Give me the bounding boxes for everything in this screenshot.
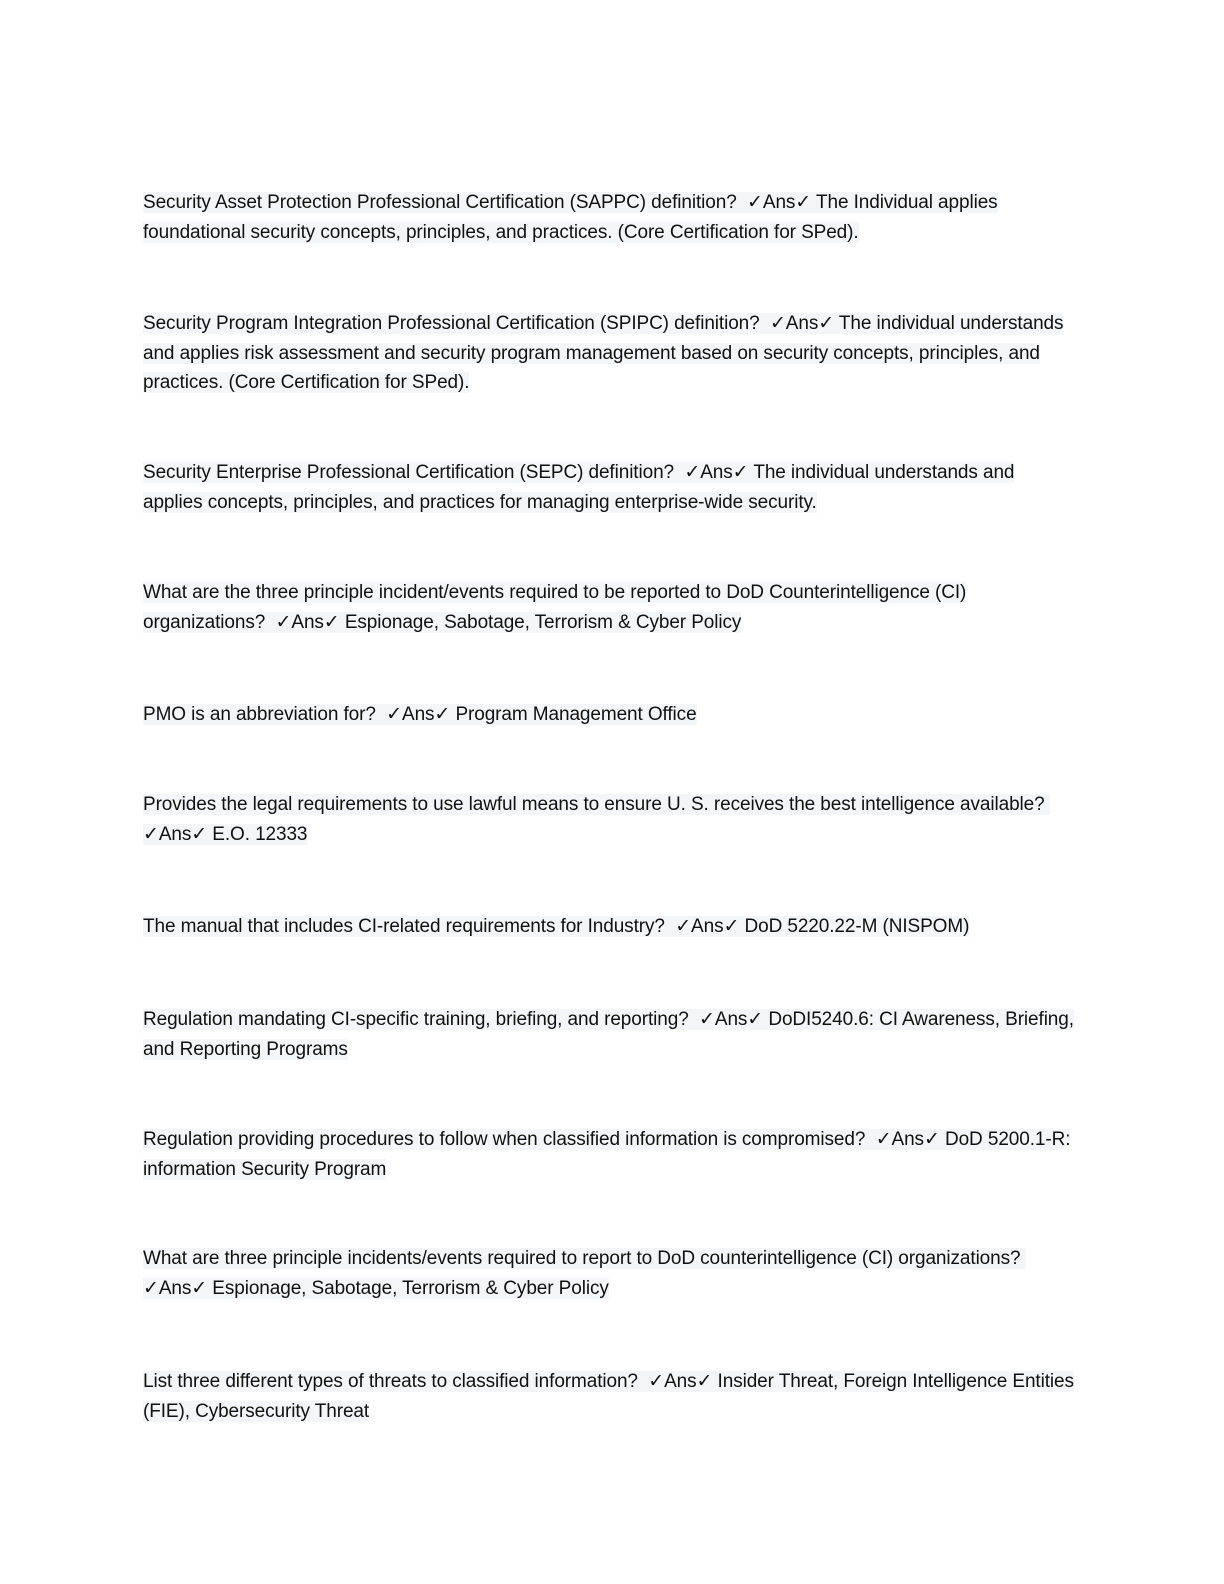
answer-text: Program Management Office — [455, 704, 697, 725]
answer-marker: ✓Ans✓ — [684, 462, 749, 483]
answer-marker: ✓Ans✓ — [648, 1371, 713, 1392]
answer-marker: ✓Ans✓ — [769, 313, 835, 334]
answer-text: DoD 5200.1-R: information Security Program — [143, 1129, 1071, 1180]
answer-marker: ✓Ans✓ — [875, 1129, 940, 1150]
qa-highlight — [143, 704, 697, 725]
answer-text: Espionage, Sabotage, Terrorism & Cyber Policy — [344, 611, 742, 633]
qa-highlight — [143, 1248, 1026, 1299]
qa-entry — [143, 1125, 1078, 1184]
qa-entry — [143, 309, 1078, 398]
qa-entry — [143, 700, 1078, 730]
question-text: The manual that includes CI-related requirements for Industry? — [143, 916, 665, 937]
question-text: Regulation mandating CI-specific training, briefing, and reporting? — [143, 1009, 689, 1030]
answer-text: Espionage, Sabotage, Terrorism & Cyber Policy — [212, 1277, 609, 1299]
answer-marker: ✓Ans✓ — [386, 704, 451, 725]
question-text: Regulation providing procedures to follow when classified information is compromised? — [143, 1129, 866, 1150]
answer-text: DoD 5220.22-M (NISPOM) — [744, 916, 970, 937]
answer-text: The individual understands and applies risk assessment and security program management based on security concepts, principles, and practices. (Core Certification for SPed). — [143, 313, 1064, 393]
qa-highlight — [143, 1009, 1074, 1060]
qa-entry — [143, 458, 1078, 517]
question-text: What are three principle incidents/events required to report to DoD counterintelligence (CI) organizations? — [143, 1248, 1021, 1269]
qa-entry — [143, 1367, 1078, 1426]
question-text: Provides the legal requirements to use lawful means to ensure U. S. receives the best intelligence available? — [143, 794, 1045, 815]
qa-highlight — [143, 1129, 1070, 1180]
qa-entry — [143, 912, 1078, 942]
answer-marker: ✓Ans✓ — [675, 916, 740, 937]
qa-entry — [143, 790, 1078, 849]
qa-entry — [143, 1005, 1078, 1064]
answer-text: E.O. 12333 — [212, 823, 308, 845]
qa-highlight — [143, 462, 1014, 513]
answer-text: DoDI5240.6: CI Awareness, Briefing, and Reporting Programs — [143, 1009, 1074, 1060]
qa-highlight — [143, 916, 969, 937]
answer-marker: ✓Ans✓ — [143, 1277, 208, 1299]
question-text: Security Asset Protection Professional Certification (SAPPC) definition? — [143, 192, 737, 213]
answer-text: The individual understands and applies concepts, principles, and practices for managing enterprise-wide security. — [143, 462, 1015, 513]
qa-highlight — [143, 1371, 1074, 1422]
answer-marker: ✓Ans✓ — [747, 192, 812, 213]
qa-highlight — [143, 313, 1063, 393]
qa-entry — [143, 1244, 1078, 1303]
answer-text: Insider Threat, Foreign Intelligence Entities (FIE), Cybersecurity Threat — [143, 1371, 1074, 1422]
question-text: What are the three principle incident/events required to be reported to DoD Counterintelligence (CI) organizations? — [143, 582, 967, 633]
answer-text: The Individual applies foundational security concepts, principles, and practices. (Core Certification for SPed). — [143, 192, 998, 243]
question-text: Security Program Integration Professional Certification (SPIPC) definition? — [143, 313, 760, 334]
answer-marker: ✓Ans✓ — [699, 1009, 764, 1030]
qa-entry — [143, 578, 1078, 637]
qa-entry — [143, 188, 1078, 247]
answer-marker: ✓Ans✓ — [275, 611, 340, 633]
question-text: PMO is an abbreviation for? — [143, 704, 376, 725]
qa-highlight — [143, 794, 1050, 845]
answer-marker: ✓Ans✓ — [143, 823, 208, 845]
question-text: List three different types of threats to classified information? — [143, 1371, 638, 1392]
qa-highlight — [143, 192, 998, 243]
question-text: Security Enterprise Professional Certification (SEPC) definition? — [143, 462, 675, 483]
qa-highlight — [143, 582, 966, 633]
